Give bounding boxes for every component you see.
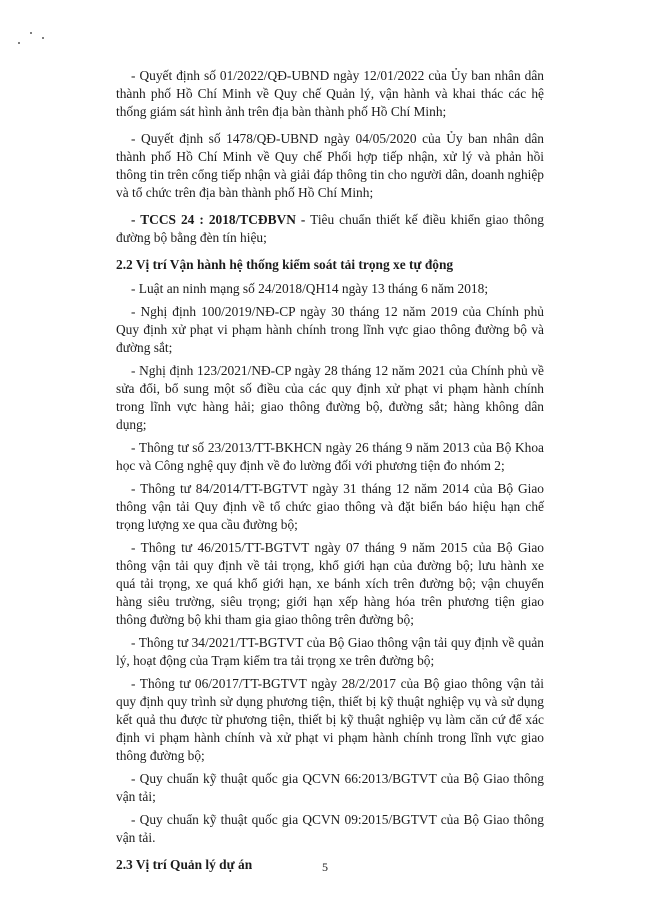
section-2-2-item: - Thông tư 34/2021/TT-BGTVT của Bộ Giao thông vận tải quy định về quản lý, hoạt động của Trạm kiểm tra tải trọng xe trên đường bộ; xyxy=(116,635,544,668)
tccs-code: - TCCS 24 : 2018/TCĐBVN - xyxy=(131,212,306,227)
paragraph-decision-1478: - Quyết định số 1478/QĐ-UBND ngày 04/05/2020 của Ủy ban nhân dân thành phố Hồ Chí Minh về Quy chế Phối hợp tiếp nhận, xử lý và phản hồi thông tin trên cổng tiếp nhận và giải đáp thông tin cho người dân, doanh nghiệp và tổ chức trên địa bàn thành phố Hồ Chí Minh; xyxy=(116,131,544,200)
section-2-2-item: - Nghị định 100/2019/NĐ-CP ngày 30 tháng 12 năm 2019 của Chính phủ Quy định xử phạt vi phạm hành chính trong lĩnh vực giao thông đường bộ và đường sắt; xyxy=(116,304,544,355)
scan-specks xyxy=(16,32,56,52)
page-number: 5 xyxy=(322,860,328,874)
paragraph-tccs xyxy=(116,211,544,247)
tccs-text: Tiêu chuẩn thiết kế điều khiển giao thông đường bộ bằng đèn tín hiệu; xyxy=(116,212,545,245)
section-2-2-item: - Luật an ninh mạng số 24/2018/QH14 ngày 13 tháng 6 năm 2018; xyxy=(131,281,489,296)
section-2-2-item: - Quy chuẩn kỹ thuật quốc gia QCVN 66:2013/BGTVT của Bộ Giao thông vận tải; xyxy=(116,771,544,804)
section-2-2-item: - Thông tư 84/2014/TT-BGTVT ngày 31 tháng 12 năm 2014 của Bộ Giao thông vận tải Quy định về tổ chức giao thông và đặt biển báo hiệu hạn chế trọng lượng xe qua cầu đường bộ; xyxy=(116,481,544,532)
section-2-2-item: - Thông tư 46/2015/TT-BGTVT ngày 07 tháng 9 năm 2015 của Bộ Giao thông vận tải quy định về tải trọng, khổ giới hạn của đường bộ; lưu hành xe quá tải trọng, xe quá khổ giới hạn, xe bánh xích trên đường bộ; vận chuyển hàng siêu trường, siêu trọng; giới hạn xếp hàng hóa trên phương tiện giao thông đường bộ khi tham gia giao thông trên đường bộ; xyxy=(116,540,544,627)
document-body xyxy=(116,67,544,880)
section-heading-2-3: 2.3 Vị trí Quản lý dự án xyxy=(116,857,253,872)
scan-speck xyxy=(30,32,32,34)
section-2-2-item: - Thông tư số 23/2013/TT-BKHCN ngày 26 tháng 9 năm 2013 của Bộ Khoa học và Công nghệ quy định về đo lường đối với phương tiện đo nhóm 2; xyxy=(116,440,544,473)
section-2-2-item: - Nghị định 123/2021/NĐ-CP ngày 28 tháng 12 năm 2021 của Chính phủ về sửa đổi, bổ sung một số điều của các quy định xử phạt vi phạm hành chính trong lĩnh vực hàng hải; giao thông đường bộ, đường sắt; hàng không dân dụng; xyxy=(116,363,544,432)
scan-speck xyxy=(18,42,20,44)
section-heading-2-2: 2.2 Vị trí Vận hành hệ thống kiểm soát tải trọng xe tự động xyxy=(116,257,454,272)
paragraph-decision-01-2022: - Quyết định số 01/2022/QĐ-UBND ngày 12/01/2022 của Ủy ban nhân dân thành phố Hồ Chí Minh về Quy chế Quản lý, vận hành và khai thác các hệ thống giám sát hình ảnh trên địa bàn thành phố Hồ Chí Minh; xyxy=(116,68,544,119)
section-2-2-item: - Thông tư 06/2017/TT-BGTVT ngày 28/2/2017 của Bộ giao thông vận tải quy định quy trình sử dụng phương tiện, thiết bị kỹ thuật nghiệp vụ và sử dụng kết quả thu được từ phương tiện, thiết bị kỹ thuật nghiệp vụ làm căn cứ để xác định vi phạm hành chính và xử phạt vi phạm hành chính trong lĩnh vực giao thông đường bộ; xyxy=(116,676,544,763)
section-2-2-item: - Quy chuẩn kỹ thuật quốc gia QCVN 09:2015/BGTVT của Bộ Giao thông vận tải. xyxy=(116,812,544,845)
scan-speck xyxy=(42,37,44,39)
